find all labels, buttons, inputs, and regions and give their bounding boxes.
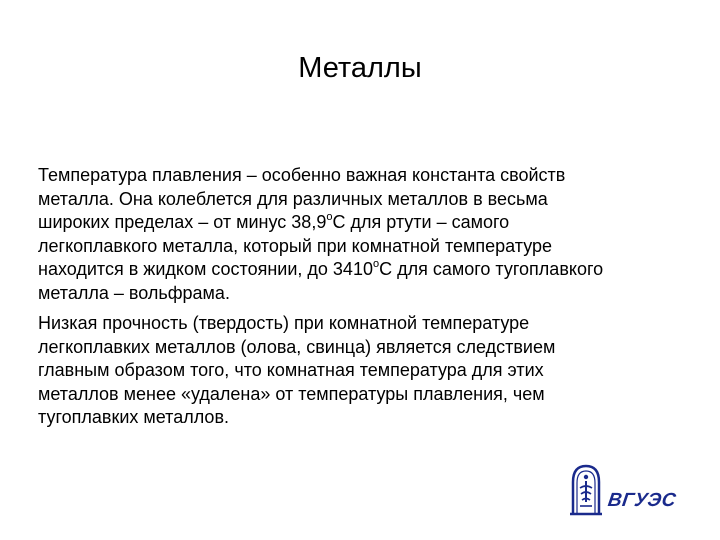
university-logo xyxy=(568,462,678,520)
paragraph-melting-point xyxy=(38,164,703,305)
slide-body xyxy=(38,164,703,437)
paragraph-1-part-1: Температура плавления – особенно важная константа свойств металла. Она колеблется для различных металлов в весьма широких пределах – от минус 38,9 xyxy=(38,165,566,232)
slide-title: Металлы xyxy=(298,52,422,84)
logo-text: ВГУЭС xyxy=(606,490,678,511)
paragraph-1-part-3: С для самого тугоплавкого металла – вольфрама. xyxy=(38,259,604,303)
paragraph-1-part-2: С для ртути – самого легкоплавкого металла, который при комнатной температуре находится в жидком состоянии, до 3410 xyxy=(38,212,553,279)
degree-sign: o xyxy=(326,211,333,223)
university-emblem-icon xyxy=(568,462,604,516)
paragraph-low-strength: Низкая прочность (твердость) при комнатной температуре легкоплавких металлов (олова, свинца) является следствием главным образом того, что комнатная температура для этих металлов менее «удалена» от температуры плавления, чем тугоплавких металлов. xyxy=(38,313,556,427)
degree-sign: o xyxy=(372,258,380,270)
